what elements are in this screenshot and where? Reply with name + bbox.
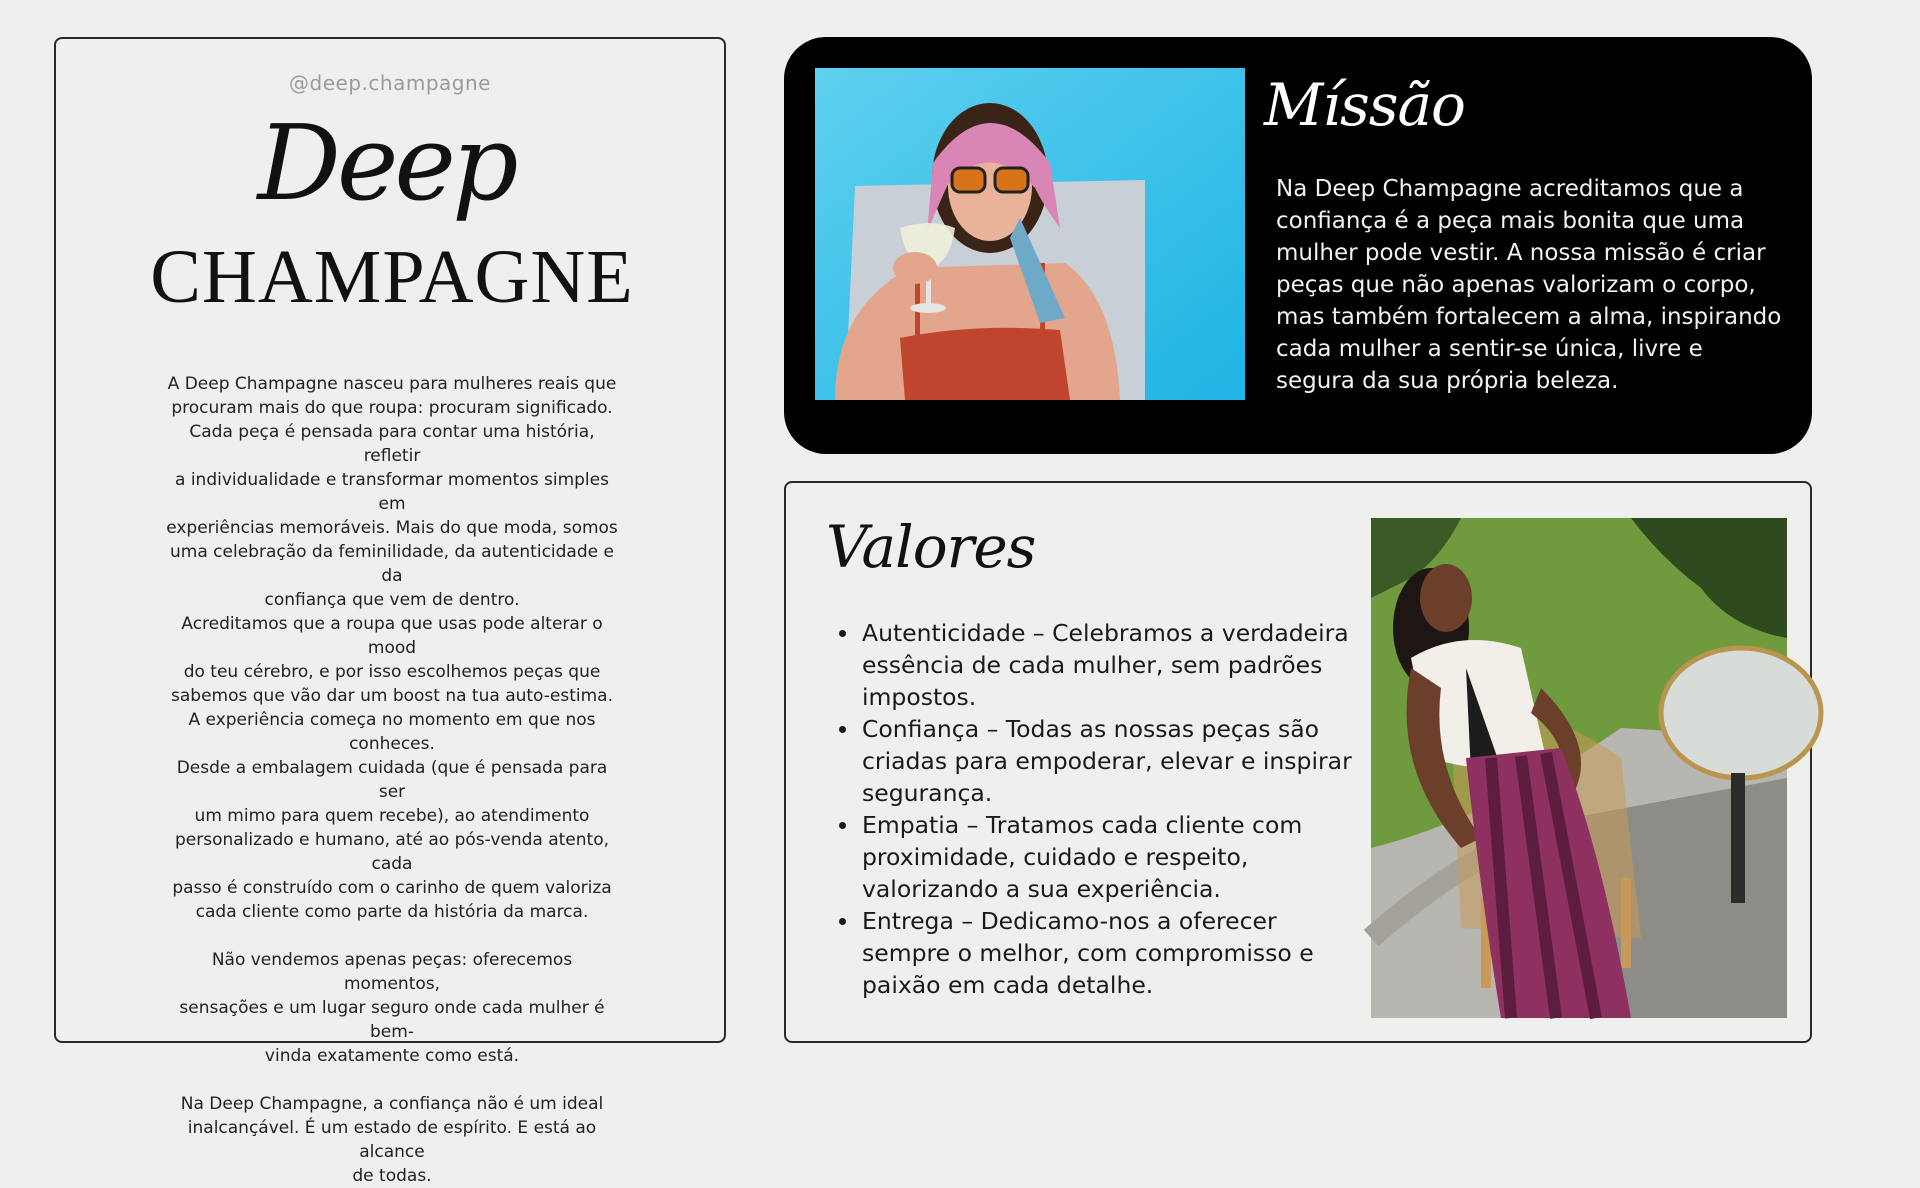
mission-title: Míssão xyxy=(1264,71,1465,139)
brand-logo-script: Deep xyxy=(257,102,515,224)
brand-logo-wordmark: CHAMPAGNE xyxy=(150,235,634,319)
mission-panel xyxy=(784,37,1812,454)
about-paragraph-2: Não vendemos apenas peças: oferecemos momentos, sensações e um lugar seguro onde cada mulher é bem- vinda exatamente como está. xyxy=(179,950,605,1066)
values-panel xyxy=(784,481,1812,1043)
values-title: Valores xyxy=(826,513,1036,581)
about-paragraph-3: Na Deep Champagne, a confiança não é um ideal inalcançável. É um estado de espírito. E está ao alcance de todas. xyxy=(180,1094,604,1186)
values-list xyxy=(862,617,1352,1001)
value-item-authenticity: Autenticidade – Celebramos a verdadeira essência de cada mulher, sem padrões impostos. xyxy=(862,617,1352,713)
value-item-dedication: Entrega – Dedicamo-nos a oferecer sempre o melhor, com compromisso e paixão em cada detalhe. xyxy=(862,905,1352,1001)
value-item-confidence: Confiança – Todas as nossas peças são criadas para empoderar, elevar e inspirar segurança. xyxy=(862,715,1352,807)
mission-photo xyxy=(815,68,1245,400)
value-item-empathy: Empatia – Tratamos cada cliente com proximidade, cuidado e respeito, valorizando a sua experiência. xyxy=(862,809,1352,905)
mission-text: Na Deep Champagne acreditamos que a confiança é a peça mais bonita que uma mulher pode vestir. A nossa missão é criar peças que não apenas valorizam o corpo, mas também fortalecem a alma, inspirando cada mulher a sentir-se única, livre e segura da sua própria beleza. xyxy=(1276,176,1782,394)
about-panel xyxy=(54,37,726,1186)
about-text xyxy=(162,372,622,1188)
about-paragraph-1: A Deep Champagne nasceu para mulheres reais que procuram mais do que roupa: procuram significado. Cada peça é pensada para contar uma história, refletir a individualidade e transformar momentos simples em experiências memoráveis. Mais do que moda, somos uma celebração da feminilidade, da autenticidade e da confiança que vem de dentro. Acreditamos que a roupa que usas pode alterar o mood do teu cérebro, e por isso escolhemos peças que sabemos que vão dar um boost na tua auto-estima. A experiência começa no momento em que nos conheces. Desde a embalagem cuidada (que é pensada para ser um mimo para quem recebe), ao atendimento personalizado e humano, até ao pós-venda atento, cada passo é construído com o carinho de quem valoriza cada cliente como parte da história da marca. xyxy=(166,374,618,922)
instagram-handle: @deep.champagne xyxy=(289,71,491,95)
values-photo xyxy=(1371,518,1787,1018)
